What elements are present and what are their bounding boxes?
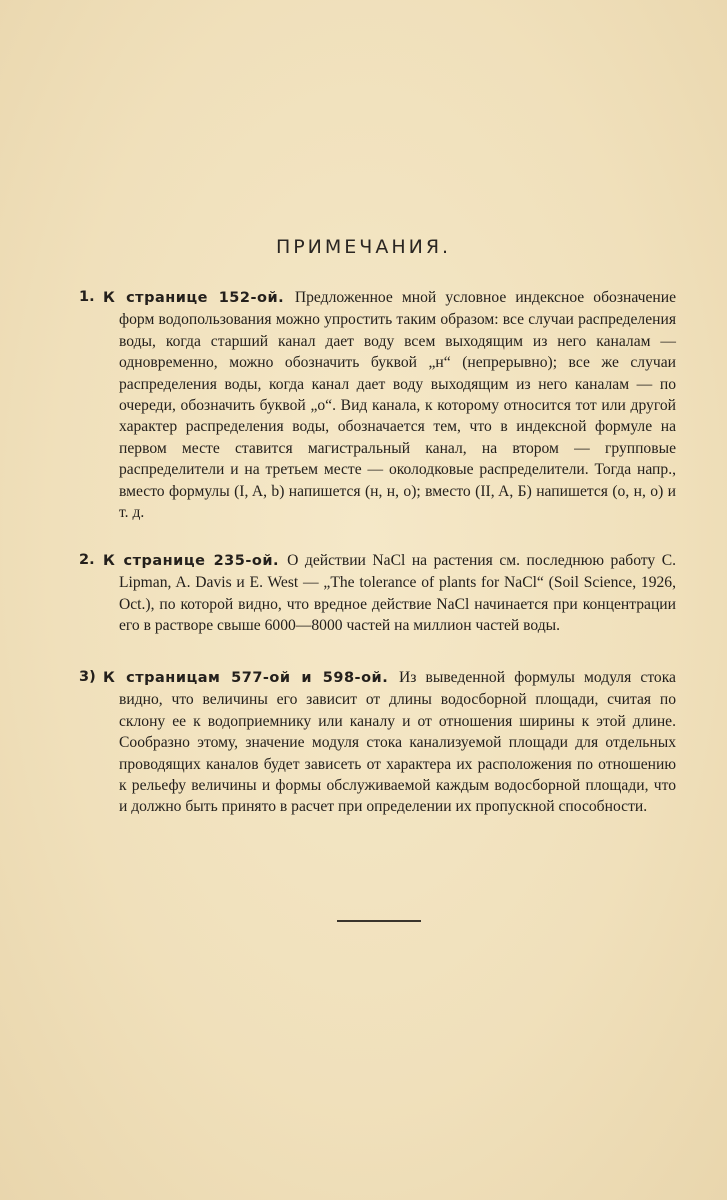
- note-heading: К странице 235-ой.: [103, 553, 288, 569]
- note-body: О действии NaCl на растения см. последнюю работу C. Lipman, A. Davis и E. West — „The tolerance of plants for NaCl“ (Soil Science, 1926, Oct.), по которой видно, что вредное действие NaCl начинается при концентрации его в растворе свыше 6000—8000 частей на миллион частей воды.: [119, 552, 676, 635]
- note-paragraph: [79, 287, 676, 523]
- note-heading: К страницам 577-ой и 598-ой.: [103, 670, 399, 686]
- note-number: 3): [79, 669, 96, 685]
- note-2: [79, 550, 676, 637]
- note-body: Предложенное мной условное индексное обозначение форм водопользования можно упростить таким образом: все случаи распределения воды, когда старший канал дает воду всем выходящим из него каналам — одновременно, можно обозначить буквой „н“ (непрерывно); все же случаи распределения воды, когда канал дает воду выходящим из него каналам — по очереди, обозначить буквой „о“. Вид канала, к которому относится тот или другой характер распределения воды, обозначается тем, что в индексной формуле на первом месте ставится магистральный канал, на втором — групповые распределители и на третьем месте — околодковые распределители. Тогда напр., вместо формулы (I, A, b) напишется (н, н, о); вместо (II, A, Б) напишется (о, н, о) и т. д.: [119, 289, 676, 522]
- closing-rule: [337, 920, 421, 922]
- note-paragraph: [79, 550, 676, 637]
- note-number: 2.: [79, 552, 95, 568]
- note-number: 1.: [79, 289, 95, 305]
- page-title: ПРИМЕЧАНИЯ.: [275, 236, 452, 258]
- note-paragraph: [79, 667, 676, 818]
- note-heading: К странице 152-ой.: [103, 290, 295, 306]
- note-3: [79, 667, 676, 818]
- note-1: [79, 287, 676, 523]
- note-body: Из выведенной формулы модуля стока видно, что величины его зависит от длины водосборной площади, считая по склону ее к водоприемнику или каналу и от отношения ширины к этой длине. Сообразно этому, значение модуля стока канализуемой площади для отдельных проводящих каналов будет зависеть от характера их расположения по отношению к рельефу величины и формы обслуживаемой каждым водосборной площади, что и должно быть принято в расчет при определении их пропускной способности.: [119, 669, 676, 816]
